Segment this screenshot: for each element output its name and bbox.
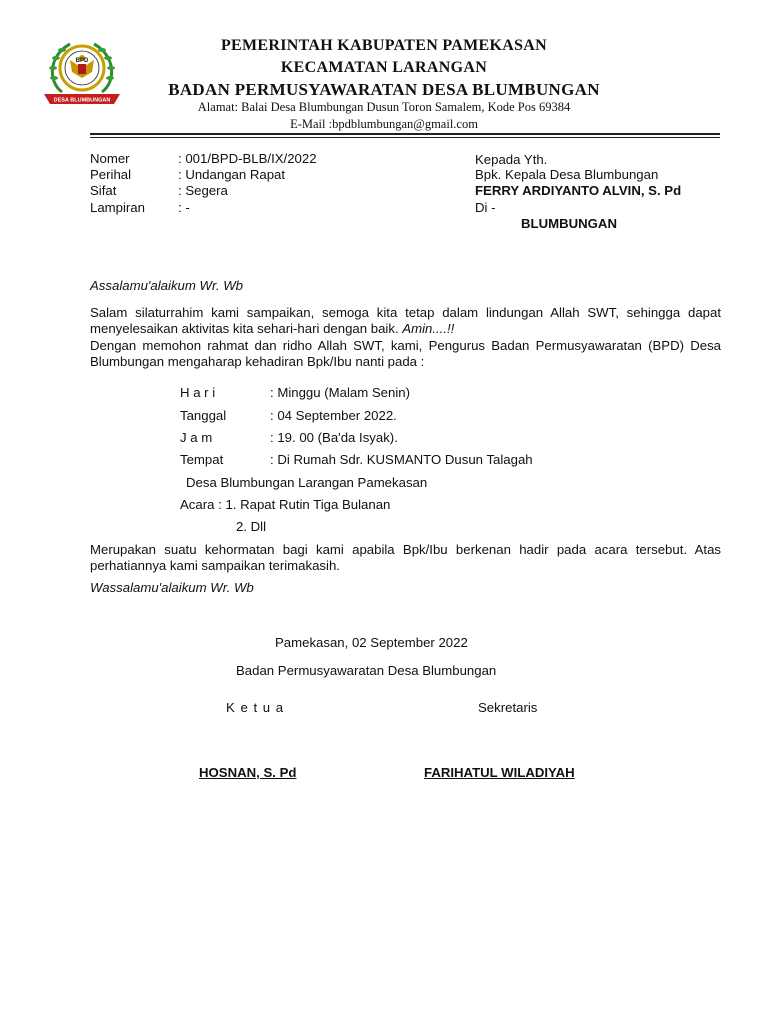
signature-right-title: Sekretaris xyxy=(478,700,538,715)
meta-label-sifat: Sifat xyxy=(90,183,117,198)
logo-ribbon-text: DESA BLUMBUNGAN xyxy=(53,97,111,104)
signature-left-name: HOSNAN, S. Pd xyxy=(199,765,297,780)
recipient-name: FERRY ARDIYANTO ALVIN, S. Pd xyxy=(475,183,682,198)
header-address: Alamat: Balai Desa Blumbungan Dusun Toron Samalem, Kode Pos 69384 xyxy=(197,100,571,114)
header-line-1: PEMERINTAH KABUPATEN PAMEKASAN xyxy=(220,37,548,54)
schedule-tempat-cont: Desa Blumbungan Larangan Pamekasan xyxy=(186,475,428,490)
paragraph-1 xyxy=(90,305,721,337)
recipient-line-1: Kepada Yth. xyxy=(475,152,548,167)
schedule-value-jam: : 19. 00 (Ba'da Isyak). xyxy=(270,430,398,445)
schedule-acara: Acara : 1. Rapat Rutin Tiga Bulanan xyxy=(180,497,391,512)
schedule-label-tanggal: Tanggal xyxy=(180,408,227,423)
paragraph-1-amin: Amin....!! xyxy=(402,321,455,336)
schedule-acara-2: 2. Dll xyxy=(236,519,267,534)
signature-right-name: FARIHATUL WILADIYAH xyxy=(424,765,575,780)
header-divider-thick xyxy=(90,133,720,135)
paragraph-1-text: Salam silaturrahim kami sampaikan, semoga kita tetap dalam lindungan Allah SWT, sehingga dapat menyelesaikan aktivitas kita sehari-hari dengan baik. xyxy=(90,305,721,336)
meta-label-nomer: Nomer xyxy=(90,151,130,166)
header-divider-thin xyxy=(90,137,720,138)
meta-value-perihal: : Undangan Rapat xyxy=(178,167,286,182)
recipient-place: BLUMBUNGAN xyxy=(521,216,617,231)
schedule-label-hari: H a r i xyxy=(180,385,216,400)
meta-value-lampiran: : - xyxy=(178,200,190,215)
recipient-line-2: Bpk. Kepala Desa Blumbungan xyxy=(475,167,659,182)
signature-org: Badan Permusyawaratan Desa Blumbungan xyxy=(236,663,497,678)
header-email: E-Mail :bpdblumbungan@gmail.com xyxy=(290,117,478,131)
schedule-value-hari: : Minggu (Malam Senin) xyxy=(270,385,410,400)
recipient-di: Di - xyxy=(475,200,496,215)
signature-left-title: K e t u a xyxy=(226,700,285,715)
paragraph-2: Dengan memohon rahmat dan ridho Allah SWT, kami, Pengurus Badan Permusyawaratan (BPD) Desa Blumbungan mengaharap kehadiran Bpk/Ibu nanti pada : xyxy=(90,338,721,369)
header-line-3: BADAN PERMUSYAWARATAN DESA BLUMBUNGAN xyxy=(168,80,600,99)
schedule-label-jam: J a m xyxy=(180,430,213,445)
header-line-2: KECAMATAN LARANGAN xyxy=(280,59,488,76)
schedule-value-tempat: : Di Rumah Sdr. KUSMANTO Dusun Talagah xyxy=(270,452,533,467)
closing: Wassalamu'alaikum Wr. Wb xyxy=(90,580,254,595)
paragraph-3: Merupakan suatu kehormatan bagi kami apabila Bpk/Ibu berkenan hadir pada acara tersebut. Atas perhatiannya kami sampaikan terimakasih. xyxy=(90,542,721,573)
schedule-value-tanggal: : 04 September 2022. xyxy=(270,408,397,423)
signature-place-date: Pamekasan, 02 September 2022 xyxy=(275,635,468,650)
schedule-label-tempat: Tempat xyxy=(180,452,224,467)
logo-text: BPD xyxy=(75,58,89,64)
meta-value-sifat: : Segera xyxy=(178,183,228,198)
meta-label-perihal: Perihal xyxy=(90,167,132,182)
greeting: Assalamu'alaikum Wr. Wb xyxy=(90,278,243,293)
meta-label-lampiran: Lampiran xyxy=(90,200,145,215)
meta-value-nomer: : 001/BPD-BLB/IX/2022 xyxy=(178,151,317,166)
